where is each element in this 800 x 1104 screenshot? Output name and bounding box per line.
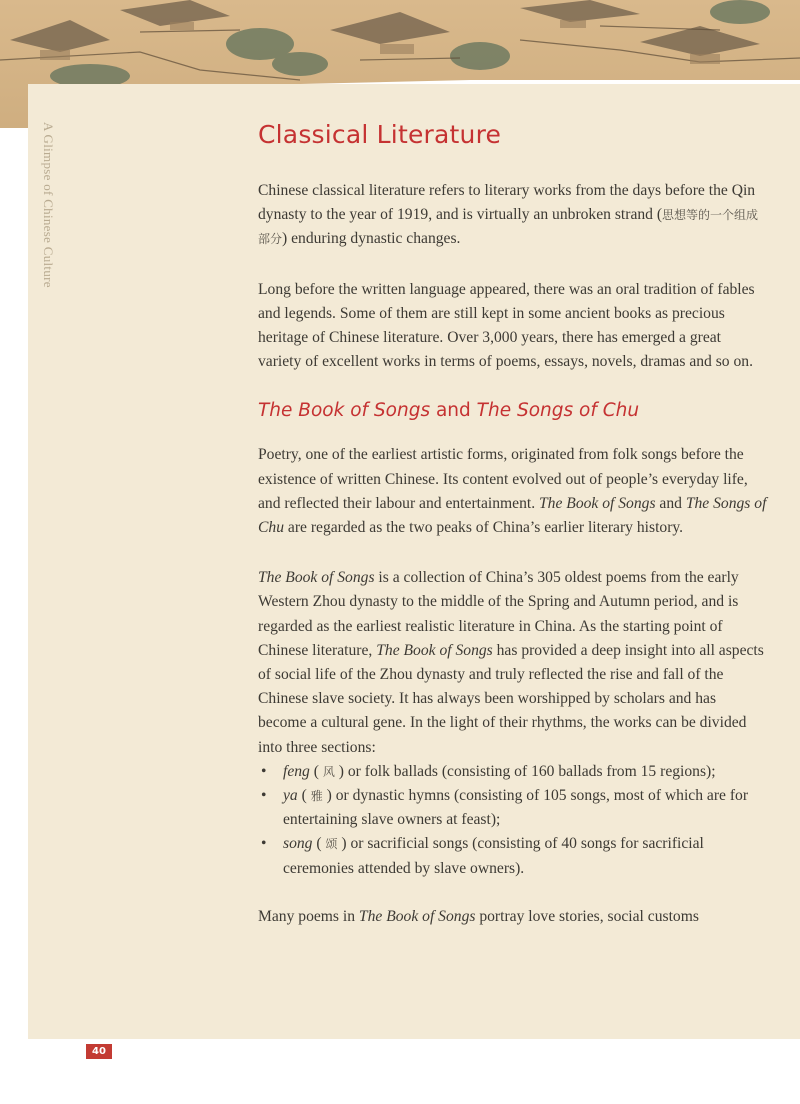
list-item: • ya ( 雅 ) or dynastic hymns (consisting of 105 songs, most of which are for entertaining slave owners at feast); <box>258 784 768 832</box>
intro-paragraph: Chinese classical literature refers to literary works from the days before the Qin dynasty to the year of 1919, and is virtually an unbroken strand (思想等的一个组成部分) enduring dynastic changes. <box>258 182 759 248</box>
page-number: 40 <box>86 1044 112 1059</box>
list-item: • song ( 颂 ) or sacrificial songs (consisting of 40 songs for sacrificial ceremonies attended by slave owners). <box>258 832 768 880</box>
bullet-icon: • <box>261 762 267 780</box>
book-title: The Book of Songs <box>539 494 656 512</box>
bullet-icon: • <box>261 835 267 853</box>
sections-list <box>258 760 768 881</box>
closing-paragraph: Many poems in The Book of Songs portray love stories, social customs <box>258 907 699 925</box>
book-of-songs-paragraph: The Book of Songs is a collection of China’s 305 oldest poems from the early Western Zhou dynasty to the middle of the Spring and Autumn period, and is regarded as the earliest realistic literature in China. As the starting point of Chinese literature, The Book of Songs has provided a deep insight into all aspects of social life of the Zhou dynasty and truly reflected the rise and fall of the Chinese slave society. It has always been worshipped by scholars and has become a cultural gene. In the light of their rhythms, the works can be divided into three sections: <box>258 569 764 756</box>
book-title: The Songs of Chu <box>258 494 767 537</box>
book-title: The Book of Songs <box>258 569 375 587</box>
article-body <box>258 120 768 955</box>
page-title: Classical Literature <box>258 120 502 149</box>
book-title: The Book of Songs <box>358 907 476 925</box>
section-heading: The Book of Songs and The Songs of Chu <box>258 400 640 422</box>
poetry-paragraph: Poetry, one of the earliest artistic forms, originated from folk songs before the existence of written Chinese. Its content evolved out of people’s everyday life, and reflected their labour and entertainment. The Book of Songs and The Songs of Chu are regarded as the two peaks of China’s earlier literary history. <box>258 446 767 537</box>
list-item: • feng ( 风 ) or folk ballads (consisting of 160 ballads from 15 regions); <box>258 760 768 784</box>
bullet-icon: • <box>261 787 267 805</box>
chinese-gloss: 思想等的一个组成部分 <box>258 208 759 247</box>
book-title: The Book of Songs <box>376 641 493 659</box>
oral-tradition-paragraph: Long before the written language appeared, there was an oral tradition of fables and legends. Some of them are still kept in some ancient books as precious heritage of Chinese literature. Over 3,000 years, there has emerged a great variety of excellent works in terms of poems, essays, novels, dramas and so on. <box>258 280 755 371</box>
running-title: A Glimpse of Chinese Culture <box>41 122 56 288</box>
